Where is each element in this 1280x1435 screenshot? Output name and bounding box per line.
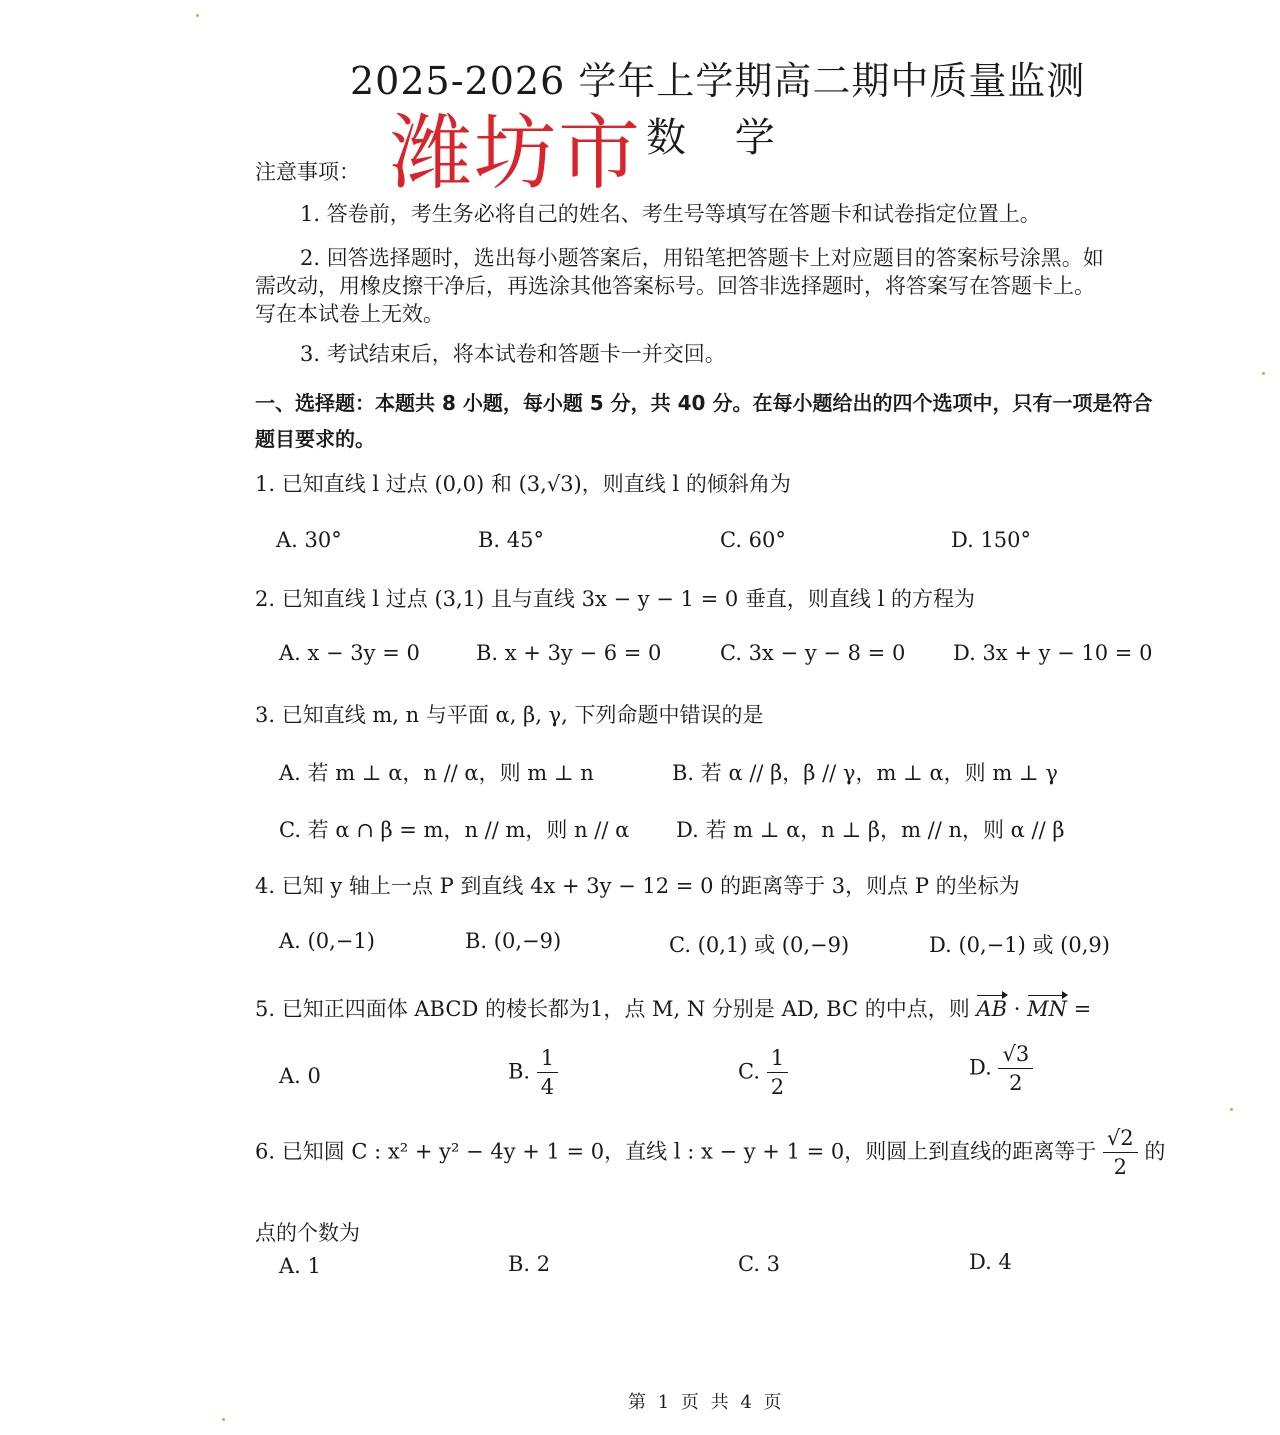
dot-operator: · [1007, 997, 1028, 1021]
fraction [1103, 1128, 1138, 1178]
question-5-option-a [279, 1064, 321, 1088]
notice-item-3: 3. 考试结束后，将本试卷和答题卡一并交回。 [300, 342, 726, 366]
option-label: B. [508, 1059, 531, 1084]
question-3-option-d: D. 若 m ⊥ α，n ⊥ β，m // n，则 α // β [676, 818, 1065, 842]
question-5-option-c [738, 1048, 788, 1098]
question-1-option-a: A. 30° [276, 528, 342, 552]
question-5-stem-text: 5. 已知正四面体 ABCD 的棱长都为1，点 M, N 分别是 AD, BC 的中点，则 [255, 997, 977, 1021]
question-1-stem: 1. 已知直线 l 过点 (0,0) 和 (3,√3)，则直线 l 的倾斜角为 [255, 472, 791, 496]
option-label: C. [738, 1059, 760, 1084]
option-label: D. [969, 1055, 992, 1080]
scan-speck [196, 14, 199, 17]
exam-title: 2025-2026 学年上学期高二期中质量监测 [350, 59, 1086, 103]
scan-speck [222, 1418, 225, 1421]
vector-ab: AB [976, 997, 1008, 1021]
question-5-option-b [508, 1048, 558, 1098]
question-1-option-c: C. 60° [720, 528, 786, 552]
question-4-option-a: A. (0,−1) [279, 929, 375, 953]
question-6-option-b: B. 2 [508, 1252, 551, 1276]
equals-sign: = [1066, 997, 1092, 1021]
question-2-option-c: C. 3x − y − 8 = 0 [720, 641, 906, 665]
question-3-stem: 3. 已知直线 m, n 与平面 α, β, γ, 下列命题中错误的是 [255, 703, 764, 727]
scan-speck [1230, 1108, 1233, 1111]
question-6-option-a: A. 1 [279, 1254, 321, 1278]
question-6-stem-tail: 的 [1137, 1139, 1166, 1164]
question-4-stem: 4. 已知 y 轴上一点 P 到直线 4x + 3y − 12 = 0 的距离等于 3，则点 P 的坐标为 [255, 874, 1020, 898]
fraction-denominator: 2 [1113, 1155, 1127, 1179]
subject-title: 数 学 [646, 115, 793, 161]
option-label: A. [279, 1064, 301, 1088]
notice-item-1: 1. 答卷前，考生务必将自己的姓名、考生号等填写在答题卡和试卷指定位置上。 [300, 202, 1041, 226]
fraction-numerator: 1 [537, 1048, 558, 1073]
fraction-denominator: 4 [540, 1075, 555, 1099]
question-2-stem: 2. 已知直线 l 过点 (3,1) 且与直线 3x − y − 1 = 0 垂直，则直线 l 的方程为 [255, 587, 975, 611]
fraction-numerator: 1 [767, 1048, 788, 1073]
vector-mn: MN [1027, 997, 1067, 1021]
question-5-stem [255, 993, 1091, 1023]
question-2-option-b: B. x + 3y − 6 = 0 [476, 641, 662, 665]
question-2-option-a: A. x − 3y = 0 [279, 641, 420, 665]
question-3-option-c: C. 若 α ∩ β = m，n // m，则 n // α [279, 818, 630, 842]
question-6-stem-continued: 点的个数为 [255, 1221, 360, 1245]
question-4-option-c: C. (0,1) 或 (0,−9) [669, 933, 850, 957]
notice-heading: 注意事项： [255, 160, 360, 184]
fraction-numerator: √3 [998, 1044, 1033, 1069]
fraction [998, 1044, 1033, 1094]
question-4-option-b: B. (0,−9) [465, 929, 562, 953]
question-3-option-a: A. 若 m ⊥ α，n // α，则 m ⊥ n [279, 761, 594, 785]
fraction-denominator: 2 [1009, 1071, 1023, 1095]
fraction [537, 1048, 558, 1098]
notice-item-2: 2. 回答选择题时，选出每小题答案后，用铅笔把答题卡上对应题目的答案标号涂黑。如需改动，用橡皮擦干净后，再选涂其他答案标号。回答非选择题时，将答案写在答题卡上。写在本试卷上无效。 [255, 246, 1104, 326]
page-number: 第 1 页 共 4 页 [628, 1392, 785, 1413]
fraction-denominator: 2 [770, 1075, 785, 1099]
fraction-numerator: √2 [1103, 1128, 1138, 1153]
question-6-option-d: D. 4 [969, 1250, 1012, 1274]
city-stamp: 潍坊市 [390, 106, 643, 201]
question-6-option-c: C. 3 [738, 1252, 781, 1276]
fraction [767, 1048, 788, 1098]
section-heading: 一、选择题：本题共 8 小题，每小题 5 分，共 40 分。在每小题给出的四个选项中，只有一项是符合题目要求的。 [255, 391, 1153, 451]
question-1-option-d: D. 150° [951, 528, 1032, 552]
question-3-option-b: B. 若 α // β，β // γ，m ⊥ α，则 m ⊥ γ [672, 761, 1058, 785]
scan-speck [1262, 372, 1265, 375]
question-1-option-b: B. 45° [478, 528, 545, 552]
question-5-option-d [969, 1044, 1033, 1094]
option-value: 0 [307, 1064, 321, 1088]
question-6-stem-text: 6. 已知圆 C : x² + y² − 4y + 1 = 0，直线 l : x − y + 1 = 0，则圆上到直线的距离等于 [255, 1139, 1103, 1164]
question-6-stem [255, 1128, 1165, 1178]
question-2-option-d: D. 3x + y − 10 = 0 [953, 641, 1153, 665]
question-4-option-d: D. (0,−1) 或 (0,9) [929, 933, 1110, 957]
